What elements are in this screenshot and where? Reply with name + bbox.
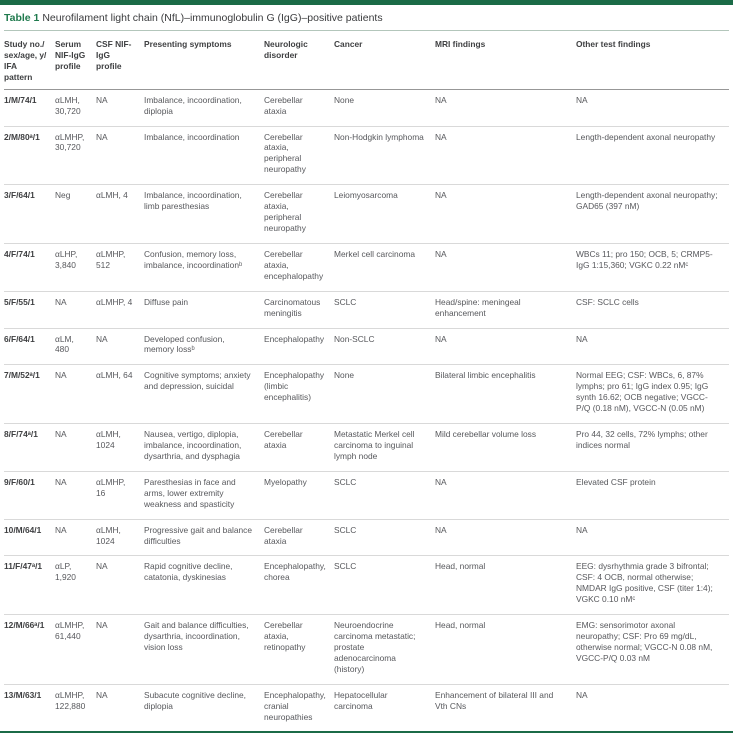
table-row [4,328,729,365]
table-cell: Leiomyosarcoma [334,190,398,201]
table-cell: Head/spine: meningeal enhancement [435,296,521,318]
table-cell: Encephalopathy (limbic encephalitis) [264,370,325,403]
table-cell: NA [435,476,447,487]
column-header: Neurologic disorder [264,31,334,89]
table-cell: EMG: sensorimotor axonal neuropathy; CSF: Pro 69 mg/dL, otherwise normal; VGCC-N 0.08 nM, VGCC-P/Q 0.03 nM [576,620,713,663]
table-cell: Head, normal [435,561,486,572]
table-cell: NA [55,370,67,381]
table-cell: NA [96,620,108,631]
table-cell: NA [55,524,67,535]
table-cell: NA [435,333,447,344]
table-cell: Carcinomatous meningitis [264,296,321,318]
table-cell: 13/M/63/1 [4,689,42,700]
table-cell: Length-dependent axonal neuropathy; GAD65 (397 nM) [576,190,718,212]
table-cell: Non-SCLC [334,333,375,344]
table-cell: SCLC [334,524,357,535]
table-cell: Developed confusion, memory lossᵇ [144,333,225,355]
table-cell: NA [576,524,588,535]
table-cell: Rapid cognitive decline, catatonia, dyskinesias [144,561,233,583]
table-cell: 4/F/74/1 [4,248,35,259]
table-cell: Neg [55,190,71,201]
table-row [4,424,729,472]
table-cell: Paresthesias in face and arms, lower extremity weakness and spasticity [144,476,236,509]
table-title [4,5,729,31]
table-cell: 7/M/52ᵃ/1 [4,370,40,381]
table-cell: WBCs 11; pro 150; OCB, 5; CRMP5-IgG 1:15,360; VGKC 0.22 nMᶜ [576,248,713,270]
table-cell: SCLC [334,296,357,307]
table-cell: 10/M/64/1 [4,524,42,535]
table-cell: 11/F/47ᵃ/1 [4,561,43,572]
table-cell: Length-dependent axonal neuropathy [576,131,716,142]
table-cell: αLMHP, 61,440 [55,620,85,642]
table-cell: NA [576,94,588,105]
table-cell: Pro 44, 32 cells, 72% lymphs; other indices normal [576,429,708,450]
table-cell: αLMHP, 512 [96,248,126,270]
table-cell: Subacute cognitive decline, diplopia [144,689,246,711]
table-caption: Neurofilament light chain (NfL)–immunoglobulin G (IgG)–positive patients [42,12,383,24]
table-cell: αLMHP, 122,880 [55,689,86,711]
table-cell: Elevated CSF protein [576,476,656,487]
table-cell: NA [96,131,108,142]
table-row [4,684,729,731]
table-cell: 8/F/74ᵃ/1 [4,429,38,440]
table-cell: Cerebellar ataxia [264,524,303,546]
table-cell: Cerebellar ataxia [264,94,303,116]
table-cell: αLMH, 4 [96,190,128,201]
table-cell: αLP, 1,920 [55,561,76,583]
table-cell: NA [96,689,108,700]
table-cell: Cerebellar ataxia, retinopathy [264,620,306,652]
column-header: Other test findings [576,31,729,89]
table-cell: Neuroendocrine carcinoma metastatic; prostate adenocarcinoma (history) [334,620,416,674]
table-row [4,89,729,126]
table-row [4,519,729,556]
table-cell: αLMHP, 30,720 [55,131,85,153]
table-cell: Cerebellar ataxia, peripheral neuropathy [264,190,306,233]
table-cell: Cerebellar ataxia [264,429,303,450]
table-cell: Progressive gait and balance difficulties [144,524,253,546]
table-cell: Cerebellar ataxia, encephalopathy [264,248,324,281]
table-cell: NA [576,333,588,344]
column-header: CSF NIF-IgG profile [96,31,144,89]
table-row [4,243,729,291]
table-cell: Confusion, memory loss, imbalance, incoordinationᵇ [144,248,243,270]
column-header: MRI findings [435,31,576,89]
table-row [4,556,729,615]
table-number-label: Table 1 [4,12,40,24]
table-cell: 9/F/60/1 [4,476,35,487]
table-row [4,471,729,519]
table-cell: 3/F/64/1 [4,190,35,201]
table-cell: Cerebellar ataxia, peripheral neuropathy [264,131,306,175]
table-cell: Cognitive symptoms; anxiety and depression, suicidal [144,370,251,392]
table-row [4,365,729,424]
column-header: Serum NIF-IgG profile [55,31,96,89]
column-header: Presenting symptoms [144,31,264,89]
table-cell: Encephalopathy, cranial neuropathies [264,689,326,722]
table-cell: Bilateral limbic encephalitis [435,370,536,381]
table-cell: CSF: SCLC cells [576,296,639,307]
table-cell: Imbalance, incoordination, diplopia [144,94,242,116]
table-cell: NA [435,190,447,201]
table-cell: Normal EEG; CSF: WBCs, 6, 87% lymphs; pro 61; IgG index 0.95; IgG synth 16.62; OCB negative; VGCC-P/Q (0.18 nM), VGCC-N (0.05 nM) [576,370,709,414]
table-cell: Myelopathy [264,476,307,487]
table-row [4,126,729,185]
table-cell: 12/M/66ᵃ/1 [4,620,45,631]
table-cell: NA [435,524,447,535]
table-cell: SCLC [334,561,357,572]
table-cell: NA [55,296,67,307]
table-cell: αLMHP, 16 [96,476,126,498]
table-cell: Metastatic Merkel cell carcinoma to inguinal lymph node [334,429,415,461]
table-cell: None [334,370,355,381]
table-header-row [4,31,729,89]
table-cell: EEG: dysrhythmia grade 3 bifrontal; CSF: 4 OCB, normal otherwise; NMDAR IgG positive, CSF (titer 1:4); VGKC 0.10 nMᶜ [576,561,713,605]
table-cell: Gait and balance difficulties, dysarthria, incoordination, vision loss [144,620,249,652]
table-cell: NA [55,476,67,487]
table-cell: NA [55,429,67,440]
table-cell: Merkel cell carcinoma [334,248,415,259]
table-cell: NA [435,94,447,105]
table-cell: Diffuse pain [144,296,189,307]
table-cell: None [334,94,355,105]
table-cell: NA [435,248,447,259]
table-cell: Imbalance, incoordination [144,131,240,142]
column-header: Study no./ sex/age, y/ IFA pattern [4,31,55,89]
table-cell: 5/F/55/1 [4,296,35,307]
table-cell: NA [96,94,108,105]
table-cell: Encephalopathy, chorea [264,561,326,583]
table-body [4,89,729,731]
table-cell: Imbalance, incoordination, limb paresthesias [144,190,242,212]
table-cell: αLHP, 3,840 [55,248,78,270]
table-cell: NA [576,689,588,700]
table-cell: 6/F/64/1 [4,333,35,344]
table-cell: Enhancement of bilateral III and Vth CNs [435,689,554,711]
table-cell: αLMH, 30,720 [55,94,81,116]
table-cell: 2/M/80ᵃ/1 [4,131,40,142]
table-row [4,615,729,685]
table-cell: αLM, 480 [55,333,74,355]
table-cell: αLMH, 64 [96,370,133,381]
table-cell: 1/M/74/1 [4,94,37,105]
table-cell: Encephalopathy [264,333,325,344]
table-cell: SCLC [334,476,357,487]
table-cell: Hepatocellular carcinoma [334,689,388,711]
table-cell: αLMHP, 4 [96,296,133,307]
table-cell: NA [96,561,108,572]
table-cell: Nausea, vertigo, diplopia, imbalance, incoordination, dysarthria, and dysphagia [144,429,242,461]
column-header: Cancer [334,31,435,89]
patients-table [4,31,729,731]
table-row [4,291,729,328]
table-cell: NA [96,333,108,344]
table-cell: Mild cerebellar volume loss [435,429,537,440]
table-cell: NA [435,131,447,142]
table-row [4,185,729,244]
table-cell: Head, normal [435,620,486,631]
table-cell: αLMH, 1024 [96,429,121,450]
table-cell: αLMH, 1024 [96,524,121,546]
table-cell: Non-Hodgkin lymphoma [334,131,424,142]
